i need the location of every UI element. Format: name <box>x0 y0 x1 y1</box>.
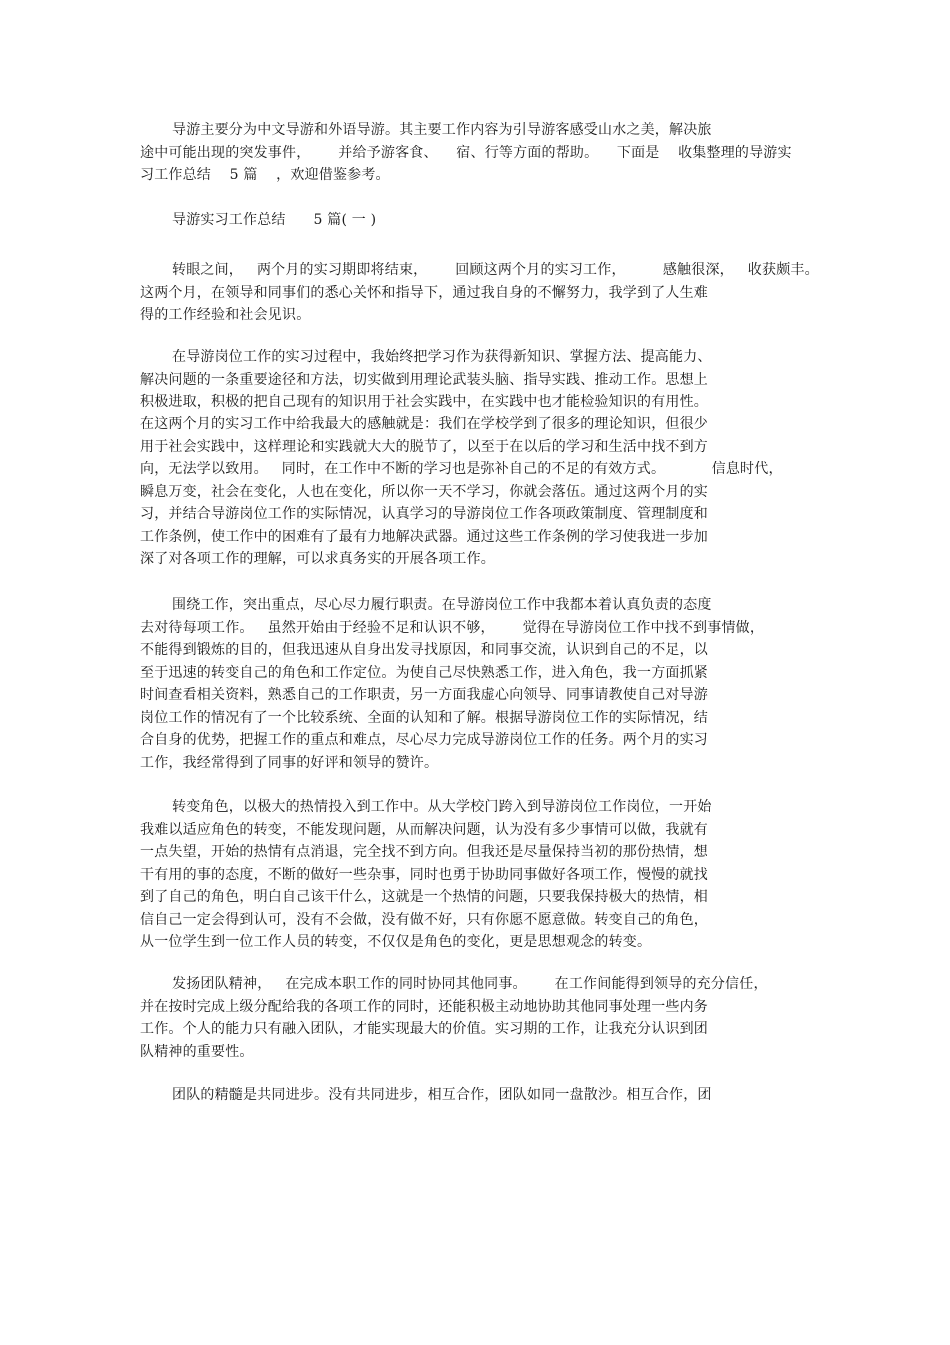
text-line: 积极进取，积极的把自己现有的知识用于社会实践中，在实践中也才能检验知识的有用性。 <box>140 394 708 410</box>
text-line: 习，并结合导游岗位工作的实际情况，认真学习的导游岗位工作各项政策制度、管理制度和 <box>140 506 708 522</box>
text-line: 至于迅速的转变自己的角色和工作定位。为使自己尽快熟悉工作，进入角色，我一方面抓紧 <box>140 665 708 681</box>
text-line: 工作，我经常得到了同事的好评和领导的赞许。 <box>140 755 439 771</box>
text-line: 队精神的重要性。 <box>140 1044 254 1060</box>
text-line: 解决问题的一条重要途径和方法，切实做到用理论武装头脑、指导实践、推动工作。思想上 <box>140 372 708 388</box>
text-line: 围绕工作，突出重点，尽心尽力履行职责。在导游岗位工作中我都本着认真负责的态度 <box>172 597 712 613</box>
text-line: 并在按时完成上级分配给我的各项工作的同时，还能积极主动地协助其他同事处理一些内务 <box>140 999 708 1015</box>
text-line: 用于社会实践中，这样理论和实践就大大的脱节了，以至于在以后的学习和生活中找不到方 <box>140 439 708 455</box>
text-line: 我难以适应角色的转变，不能发现问题，从而解决问题，认为没有多少事情可以做，我就有 <box>140 822 708 838</box>
text-line: 得的工作经验和社会见识。 <box>140 307 311 323</box>
text-line: 不能得到锻炼的目的，但我迅速从自身出发寻找原因，和同事交流，认识到自己的不足，以 <box>140 642 708 658</box>
heading-text: 导游实习工作总结 5 篇( 一 ) <box>172 212 377 228</box>
text-line: 时间查看相关资料，熟悉自己的工作职责，另一方面我虚心向领导、同事请教使自己对导游 <box>140 687 708 703</box>
text-line: 向，无法学以致用。 同时，在工作中不断的学习也是弥补自己的不足的有效方式。 信息时代， <box>140 461 783 477</box>
text-line: 发扬团队精神， 在完成本职工作的同时协同其他同事。 在工作间能得到领导的充分信任， <box>172 976 768 992</box>
text-line: 合自身的优势，把握工作的重点和难点，尽心尽力完成导游岗位工作的任务。两个月的实习 <box>140 732 708 748</box>
text-line: 这两个月，在领导和同事们的悉心关怀和指导下，通过我自身的不懈努力，我学到了人生难 <box>140 285 708 301</box>
text-line: 导游主要分为中文导游和外语导游。其主要工作内容为引导游客感受山水之美，解决旅 <box>172 122 712 138</box>
text-line: 习工作总结 5 篇 ，欢迎借鉴参考。 <box>140 167 390 183</box>
text-line: 转变角色，以极大的热情投入到工作中。从大学校门跨入到导游岗位工作岗位，一开始 <box>172 799 712 815</box>
text-line: 团队的精髓是共同进步。没有共同进步，相互合作，团队如同一盘散沙。相互合作，团 <box>172 1087 712 1103</box>
text-line: 转眼之间， 两个月的实习期即将结束， 回顾这两个月的实习工作， 感触很深， 收获颇丰。 <box>172 262 819 278</box>
text-line: 信自己一定会得到认可，没有不会做，没有做不好，只有你愿不愿意做。转变自己的角色， <box>140 912 708 928</box>
text-line: 到了自己的角色，明白自己该干什么，这就是一个热情的问题，只要我保持极大的热情，相 <box>140 889 708 905</box>
text-line: 从一位学生到一位工作人员的转变，不仅仅是角色的变化，更是思想观念的转变。 <box>140 934 652 950</box>
text-line: 工作。个人的能力只有融入团队，才能实现最大的价值。实习期的工作，让我充分认识到团 <box>140 1021 708 1037</box>
text-line: 深了对各项工作的理解，可以求真务实的开展各项工作。 <box>140 551 495 567</box>
text-line: 一点失望，开始的热情有点消退，完全找不到方向。但我还是尽量保持当初的那份热情，想 <box>140 844 708 860</box>
text-line: 岗位工作的情况有了一个比较系统、全面的认知和了解。根据导游岗位工作的实际情况，结 <box>140 710 708 726</box>
text-line: 途中可能出现的突发事件， 并给予游客食、 宿、行等方面的帮助。 下面是 收集整理的导游实 <box>140 145 792 161</box>
text-line: 工作条例，使工作中的困难有了最有力地解决武器。通过这些工作条例的学习使我进一步加 <box>140 529 708 545</box>
text-line: 在这两个月的实习工作中给我最大的感触就是：我们在学校学到了很多的理论知识，但很少 <box>140 416 708 432</box>
text-line: 在导游岗位工作的实习过程中，我始终把学习作为获得新知识、掌握方法、提高能力、 <box>172 349 712 365</box>
text-line: 瞬息万变，社会在变化，人也在变化，所以你一天不学习，你就会落伍。通过这两个月的实 <box>140 484 708 500</box>
text-line: 干有用的事的态度，不断的做好一些杂事，同时也勇于协助同事做好各项工作，慢慢的就找 <box>140 867 708 883</box>
text-line: 去对待每项工作。 虽然开始由于经验不足和认识不够， 觉得在导游岗位工作中找不到事情做， <box>140 620 765 636</box>
